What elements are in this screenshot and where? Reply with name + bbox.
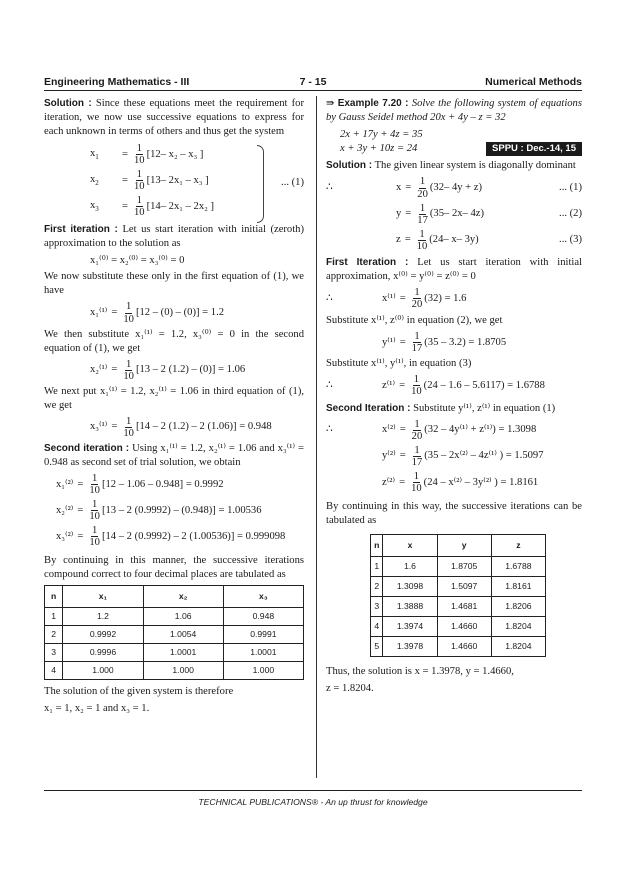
chapter-title: Numerical Methods	[485, 76, 582, 88]
table-row: 5 1.3978 1.4660 1.8204	[371, 637, 546, 657]
system-equation-1: $x_1$ = $\frac{1}{10}$ [12– x₂ – x₃ ]	[90, 142, 204, 167]
paragraph: Substitute x⁽¹⁾, z⁽⁰⁾ in equation (2), we get	[326, 315, 503, 327]
exam-badge: SPPU : Dec.-14, 15	[486, 142, 582, 157]
table-row: 1 1.6 1.8705 1.6788	[371, 557, 546, 577]
table-row: 4 1.000 1.000 1.000	[45, 662, 304, 680]
column-divider	[316, 96, 317, 778]
equation-z-2: z⁽²⁾ = $\frac{1}{10}$ (24 – x⁽²⁾ – 3y⁽²⁾ ) = 1.8161	[382, 471, 539, 495]
system-equation-2: $x_2$ = $\frac{1}{10}$ [13– 2x₁ – x₃ ]	[90, 169, 209, 193]
page-number: 7 - 15	[299, 76, 327, 88]
solution-label: Solution :	[326, 160, 373, 172]
paragraph: Substitute x⁽¹⁾, y⁽¹⁾, in equation (3)	[326, 358, 472, 370]
paragraph: By continuing in this way, the successive iterations can be tabulated as	[326, 501, 582, 527]
equation-x-2: ∴ x⁽²⁾ = $\frac{1}{20}$ (32 – 4y⁽¹⁾ + z⁽¹⁾) = 1.3098	[326, 418, 537, 442]
table-row: 4 1.3974 1.4660 1.8204	[371, 617, 546, 637]
table-row: 3 1.3888 1.4681 1.8206	[371, 597, 546, 617]
equation-x2-1: x₂⁽¹⁾ = $\frac{1}{10}$ [13 – 2 (1.2) – (0)] = 1.06	[90, 358, 246, 382]
therefore-symbol: ∴	[326, 182, 333, 194]
equation-system	[44, 143, 304, 219]
right-column	[326, 97, 582, 699]
solution-label: Solution :	[44, 98, 92, 109]
header-rule	[44, 90, 582, 91]
footer-rule	[44, 790, 582, 791]
right-brace-icon	[257, 145, 264, 223]
table-row: 3 0.9996 1.0001 1.0001	[45, 644, 304, 662]
example-equation-2: 2x + 17y + 4z = 35	[340, 128, 423, 140]
equation-x1-2: x₁⁽²⁾ = $\frac{1}{10}$ [12 – 1.06 – 0.948] = 0.9992	[56, 472, 224, 496]
paragraph: We now substitute these only in the first equation of (1), we have	[44, 271, 304, 297]
equation-x3-1: x₃⁽¹⁾ = $\frac{1}{10}$ [14 – 2 (1.2) – 2 (1.06)] = 0.948	[90, 415, 272, 439]
left-column	[44, 97, 304, 719]
paragraph: By continuing in this manner, the successive iterations compound correct to four decimal places are tabulated as	[44, 554, 304, 580]
equation-x3-2: x₃⁽²⁾ = $\frac{1}{10}$ [14 – 2 (0.9992) – 2 (1.00536)] = 0.999098	[56, 525, 286, 549]
arrow-icon: ⇛	[326, 98, 335, 109]
equation-x2-2: x₂⁽²⁾ = $\frac{1}{10}$ [13 – 2 (0.9992) – (0.948)] = 1.00536	[56, 499, 262, 523]
second-iteration-paragraph: Second iteration : Using x₁⁽¹⁾ = 1.2, x₂⁽¹⁾ = 1.06 and x₃⁽¹⁾ = 0.948 as second set of trial solution, we obtain	[44, 442, 305, 468]
iterations-table	[370, 534, 546, 657]
first-iteration-paragraph: First iteration : Let us start iteration with initial (zeroth) approximation to the solution as	[44, 223, 304, 249]
table-header-row: n x y z	[371, 535, 546, 557]
example-label: Example 7.20 :	[337, 98, 409, 109]
equation-x1-1: x₁⁽¹⁾ = $\frac{1}{10}$ [12 – (0) – (0)] = 1.2	[90, 301, 225, 325]
initial-approximation: x₁⁽⁰⁾ = x₂⁽⁰⁾ = x₃⁽⁰⁾ = 0	[90, 254, 185, 266]
example-equation-3-row	[340, 142, 582, 157]
iterations-table	[44, 585, 304, 680]
second-iteration-label: Second iteration :	[44, 442, 130, 454]
equation-tag: ... (1)	[281, 176, 304, 188]
equation-z-1: ∴ z⁽¹⁾ = $\frac{1}{10}$ (24 – 1.6 – 5.6117) = 1.6788	[326, 374, 545, 398]
system-equation-3: z = $\frac{1}{10}$ (24– x– 3y) ... (3)	[396, 228, 582, 252]
equation-y-2: y⁽²⁾ = $\frac{1}{17}$ (35 – 2x⁽²⁾ – 4z⁽¹⁾ ) = 1.5097	[382, 444, 544, 468]
example-equation-3: x + 3y + 10z = 24	[340, 143, 418, 155]
example-statement: ⇛ Example 7.20 : Solve the following system of equations by Gauss Seidel method 20x + 4y – z = 32	[326, 98, 582, 123]
table-row: 1 1.2 1.06 0.948	[45, 608, 304, 626]
equation-y-1: y⁽¹⁾ = $\frac{1}{17}$ (35 – 3.2) = 1.8705	[382, 331, 507, 355]
paragraph: We then substitute x₁⁽¹⁾ = 1.2, x₃⁽⁰⁾ = 0 in the second equation of (1), we get	[44, 328, 304, 354]
paragraph: The solution of the given system is therefore	[44, 686, 234, 698]
solution-paragraph: Solution : The given linear system is diagonally dominant	[326, 160, 576, 172]
solution-result: x₁ = 1, x₂ = 1 and x₃ = 1.	[44, 703, 150, 715]
table-header-row: n x₁ x₂ x₃	[45, 586, 304, 608]
system-equation-1: ∴ x = $\frac{1}{20}$ (32– 4y + z) ... (1)	[326, 176, 582, 200]
table-row: 2 1.3098 1.5097 1.8161	[371, 577, 546, 597]
first-iteration-paragraph: First Iteration : Let us start iteration with initial approximation, x⁽⁰⁾ = y⁽⁰⁾ = z⁽⁰⁾ = 0	[326, 257, 582, 283]
solution-result-z: z = 1.8204.	[326, 683, 374, 695]
book-title: Engineering Mathematics - III	[44, 76, 190, 88]
second-iteration-paragraph: Second Iteration : Substitute y⁽¹⁾, z⁽¹⁾ in equation (1)	[326, 402, 556, 414]
table-row: 2 0.9992 1.0054 0.9991	[45, 626, 304, 644]
system-equation-3: $x_3$ = $\frac{1}{10}$ [14– 2x₁ – 2x₂ ]	[90, 195, 214, 219]
solution-paragraph: Solution : Since these equations meet the requirement for iteration, we now use successive equations to express for each unknown in terms of others and thus get the system	[44, 98, 304, 137]
solution-result: Thus, the solution is x = 1.3978, y = 1.4660,	[326, 666, 514, 678]
paragraph: We next put x₁⁽¹⁾ = 1.2, x₂⁽¹⁾ = 1.06 in third equation of (1), we get	[44, 385, 304, 411]
first-iteration-label: First iteration :	[44, 223, 118, 235]
first-iteration-label: First Iteration :	[326, 257, 409, 269]
equation-x-1: ∴ x⁽¹⁾ = $\frac{1}{20}$ (32) = 1.6	[326, 287, 467, 311]
system-equation-2: y = $\frac{1}{17}$ (35– 2x– 4z) ... (2)	[396, 202, 582, 226]
page-header	[44, 76, 582, 90]
second-iteration-label: Second Iteration :	[326, 402, 411, 414]
footer-text: TECHNICAL PUBLICATIONS® - An up thrust for knowledge	[198, 797, 428, 807]
